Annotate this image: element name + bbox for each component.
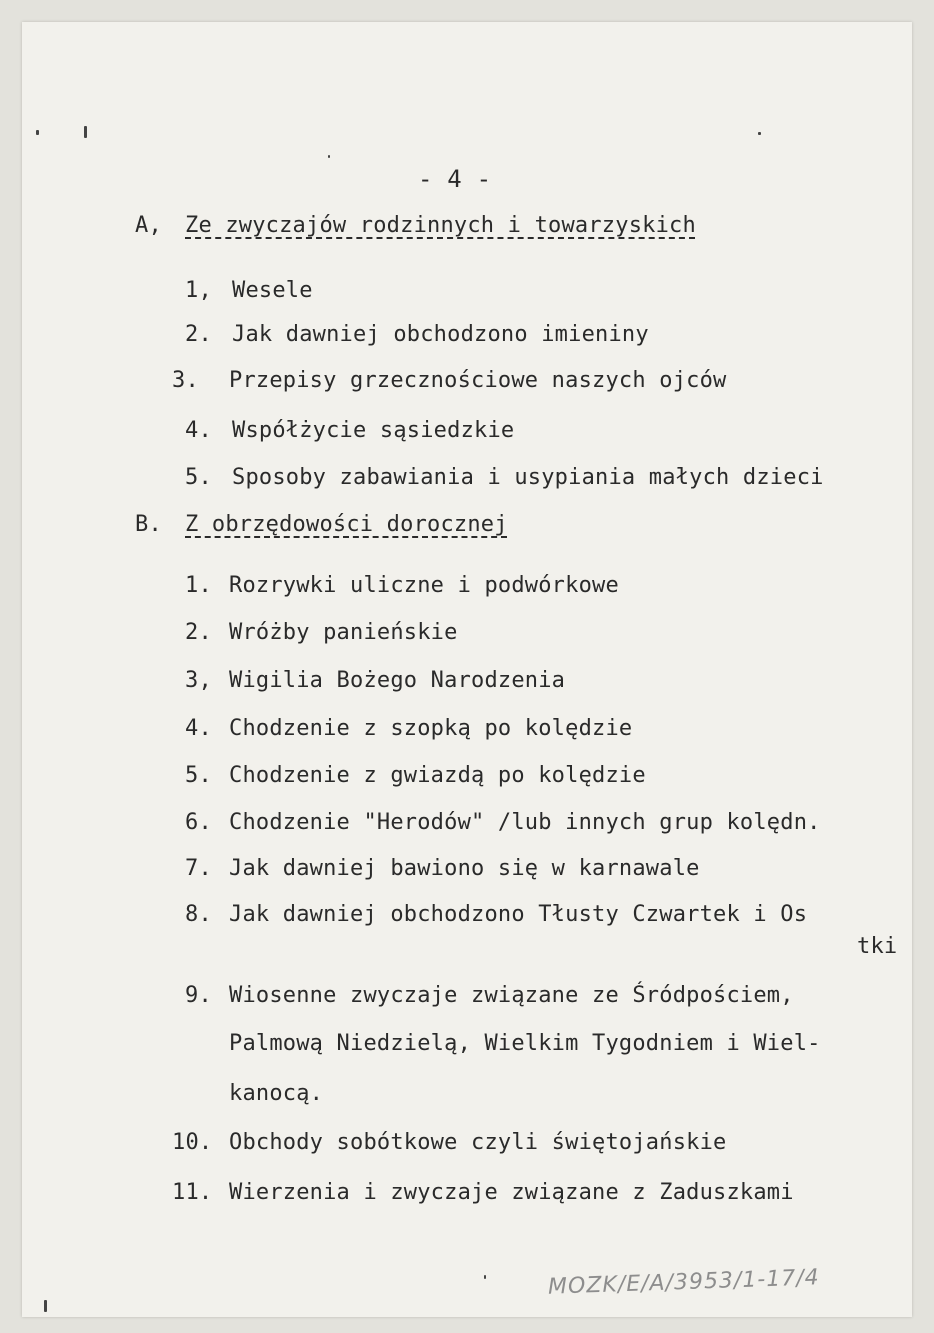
list-item-text: Współżycie sąsiedzkie [232, 418, 515, 443]
archive-signature: MOZK/E/A/3953/1-17/4 [547, 1265, 821, 1300]
list-item-number: 7. [185, 856, 212, 881]
list-item-text: Obchody sobótkowe czyli świętojańskie [229, 1130, 727, 1155]
list-item-number: 8. [185, 902, 212, 927]
list-item-number: 1. [185, 573, 212, 598]
list-item-number: 3. [172, 368, 199, 393]
list-item-text: Wigilia Bożego Narodzenia [229, 668, 566, 693]
list-item-continuation: Palmową Niedzielą, Wielkim Tygodniem i Wiel- [229, 1031, 821, 1056]
list-item-text: Rozrywki uliczne i podwórkowe [229, 573, 619, 598]
list-item-number: 1, [185, 278, 212, 303]
list-item-text: Wesele [232, 278, 313, 303]
list-item-text: Chodzenie z gwiazdą po kolędzie [229, 763, 646, 788]
list-item-continuation: kanocą. [229, 1081, 324, 1106]
section-a-title: Ze zwyczajów rodzinnych i towarzyskich [185, 213, 696, 238]
list-item-text: Wiosenne zwyczaje związane ze Śródpościem, [229, 983, 794, 1008]
list-item-continuation: tki [857, 934, 898, 959]
ink-speck [44, 1300, 47, 1312]
list-item-number: 11. [172, 1180, 213, 1205]
list-item-text: Chodzenie z szopką po kolędzie [229, 716, 633, 741]
list-item-number: 2. [185, 322, 212, 347]
ink-speck [758, 132, 761, 135]
section-a-letter: A, [135, 213, 162, 238]
list-item-number: 9. [185, 983, 212, 1008]
list-item-text: Jak dawniej obchodzono Tłusty Czwartek i Os [229, 902, 808, 927]
list-item-text: Wróżby panieńskie [229, 620, 458, 645]
list-item-number: 5. [185, 763, 212, 788]
ink-speck [328, 155, 330, 158]
list-item-number: 4. [185, 418, 212, 443]
list-item-text: Sposoby zabawiania i usypiania małych dzieci [232, 465, 824, 490]
list-item-number: 5. [185, 465, 212, 490]
list-item-text: Wierzenia i zwyczaje związane z Zaduszkami [229, 1180, 794, 1205]
list-item-number: 10. [172, 1130, 213, 1155]
page-number: - 4 - [418, 165, 492, 193]
list-item-number: 6. [185, 810, 212, 835]
section-b-letter: B. [135, 512, 162, 537]
list-item-number: 4. [185, 716, 212, 741]
list-item-text: Jak dawniej obchodzono imieniny [232, 322, 649, 347]
list-item-text: Chodzenie "Herodów" /lub innych grup kolędn. [229, 810, 821, 835]
ink-speck [484, 1275, 486, 1279]
ink-speck [84, 126, 87, 138]
list-item-number: 2. [185, 620, 212, 645]
section-b-title: Z obrzędowości dorocznej [185, 512, 508, 537]
list-item-text: Jak dawniej bawiono się w karnawale [229, 856, 700, 881]
list-item-text: Przepisy grzecznościowe naszych ojców [229, 368, 727, 393]
ink-speck [36, 130, 39, 135]
list-item-number: 3, [185, 668, 212, 693]
